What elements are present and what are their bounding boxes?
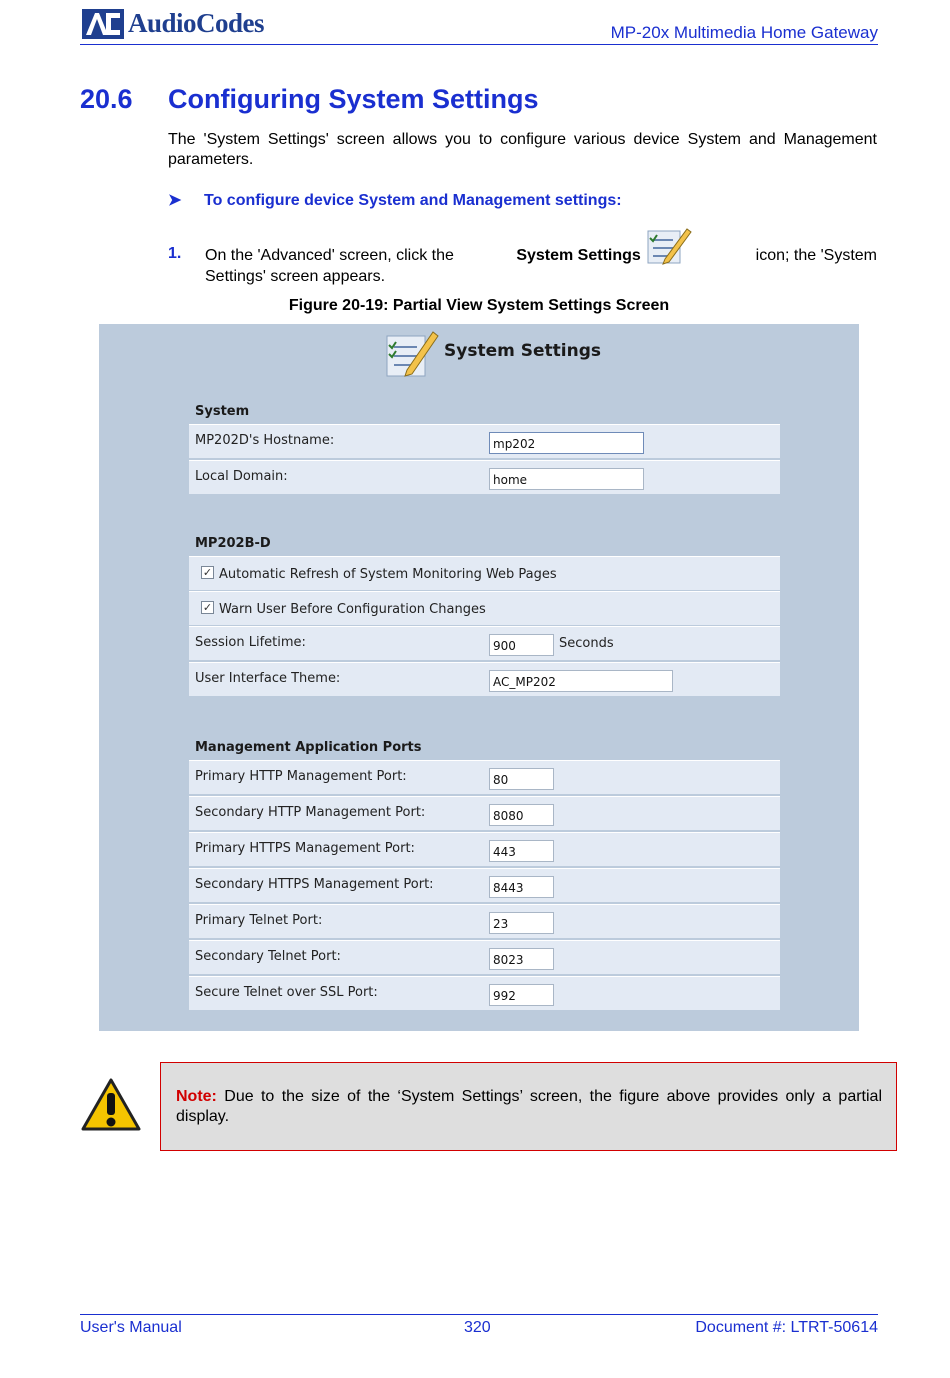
- hostname-input[interactable]: mp202: [489, 432, 644, 454]
- session-lifetime-row: [189, 626, 780, 660]
- note-label: Note:: [176, 1088, 217, 1105]
- port-label: Secure Telnet over SSL Port:: [195, 985, 378, 1000]
- port-input[interactable]: 443: [489, 840, 554, 862]
- local-domain-row: [189, 460, 780, 494]
- screen-title: System Settings: [444, 341, 601, 361]
- ui-theme-input[interactable]: AC_MP202: [489, 670, 673, 692]
- step-number: 1.: [168, 245, 182, 262]
- session-unit: Seconds: [559, 636, 614, 651]
- ports-group-heading: Management Application Ports: [195, 740, 422, 755]
- session-lifetime-label: Session Lifetime:: [195, 635, 306, 650]
- auto-refresh-label: Automatic Refresh of System Monitoring Web Pages: [219, 567, 557, 582]
- procedure-heading: [168, 190, 622, 210]
- port-label: Primary HTTP Management Port:: [195, 769, 407, 784]
- step-bold: System Settings: [516, 246, 641, 264]
- note-body: Due to the size of the ‘System Settings’ screen, the figure above provides only a partial display.: [176, 1088, 882, 1125]
- hostname-label: MP202D's Hostname:: [195, 433, 335, 448]
- warn-user-row: [189, 591, 780, 625]
- port-row: [189, 976, 780, 1010]
- figure-caption: Figure 20-19: Partial View System Settings Screen: [288, 297, 670, 314]
- step-part1: On the 'Advanced' screen, click the: [205, 247, 454, 264]
- note-box: [160, 1062, 897, 1151]
- port-row: [189, 796, 780, 830]
- step-text: [205, 245, 877, 287]
- step-line2: Settings' screen appears.: [205, 268, 386, 285]
- system-settings-large-icon: [383, 324, 441, 380]
- session-lifetime-input[interactable]: 900: [489, 634, 554, 656]
- local-domain-input[interactable]: home: [489, 468, 644, 490]
- note-text: [176, 1087, 882, 1127]
- system-settings-screenshot: [99, 324, 859, 1031]
- ui-theme-row: [189, 662, 780, 696]
- port-row: [189, 832, 780, 866]
- section-title: Configuring System Settings: [168, 84, 539, 114]
- warn-user-checkbox[interactable]: ✓: [202, 601, 213, 614]
- port-label: Secondary HTTPS Management Port:: [195, 877, 434, 892]
- port-label: Secondary Telnet Port:: [195, 949, 341, 964]
- system-group-heading: System: [195, 404, 250, 419]
- port-label: Primary Telnet Port:: [195, 913, 323, 928]
- section-number: 20.6: [80, 84, 133, 114]
- arrow-icon: ➤: [168, 192, 182, 209]
- port-row: [189, 904, 780, 938]
- port-input[interactable]: 80: [489, 768, 554, 790]
- footer-right: Document #: LTRT-50614: [695, 1319, 878, 1336]
- procedure-title: To configure device System and Management settings:: [204, 192, 622, 209]
- port-row: [189, 760, 780, 794]
- footer-left: User's Manual: [80, 1319, 182, 1336]
- port-input[interactable]: 8080: [489, 804, 554, 826]
- port-label: Primary HTTPS Management Port:: [195, 841, 415, 856]
- footer-rule: [80, 1314, 878, 1315]
- system-settings-icon: [645, 223, 693, 267]
- port-row: [189, 940, 780, 974]
- audiocodes-logo: [82, 8, 264, 39]
- header-title: MP-20x Multimedia Home Gateway: [610, 23, 878, 42]
- port-input[interactable]: 992: [489, 984, 554, 1006]
- warn-user-label: Warn User Before Configuration Changes: [219, 602, 486, 617]
- warning-icon: [80, 1077, 142, 1133]
- logo-text: AudioCodes: [128, 8, 265, 38]
- auto-refresh-checkbox[interactable]: ✓: [202, 566, 213, 579]
- port-label: Secondary HTTP Management Port:: [195, 805, 426, 820]
- port-input[interactable]: 8023: [489, 948, 554, 970]
- header-rule: [80, 44, 878, 45]
- ui-theme-label: User Interface Theme:: [195, 671, 341, 686]
- footer-page-number: 320: [464, 1319, 491, 1336]
- port-row: [189, 868, 780, 902]
- step-part2: icon; the 'System: [755, 247, 877, 264]
- local-domain-label: Local Domain:: [195, 469, 288, 484]
- device-group-heading: MP202B-D: [195, 536, 271, 551]
- intro-paragraph: The 'System Settings' screen allows you to configure various device System and Management parameters.: [168, 131, 877, 168]
- auto-refresh-row: [189, 556, 780, 590]
- hostname-row: [189, 424, 780, 458]
- audiocodes-logo-icon: [82, 9, 124, 39]
- port-input[interactable]: 23: [489, 912, 554, 934]
- port-input[interactable]: 8443: [489, 876, 554, 898]
